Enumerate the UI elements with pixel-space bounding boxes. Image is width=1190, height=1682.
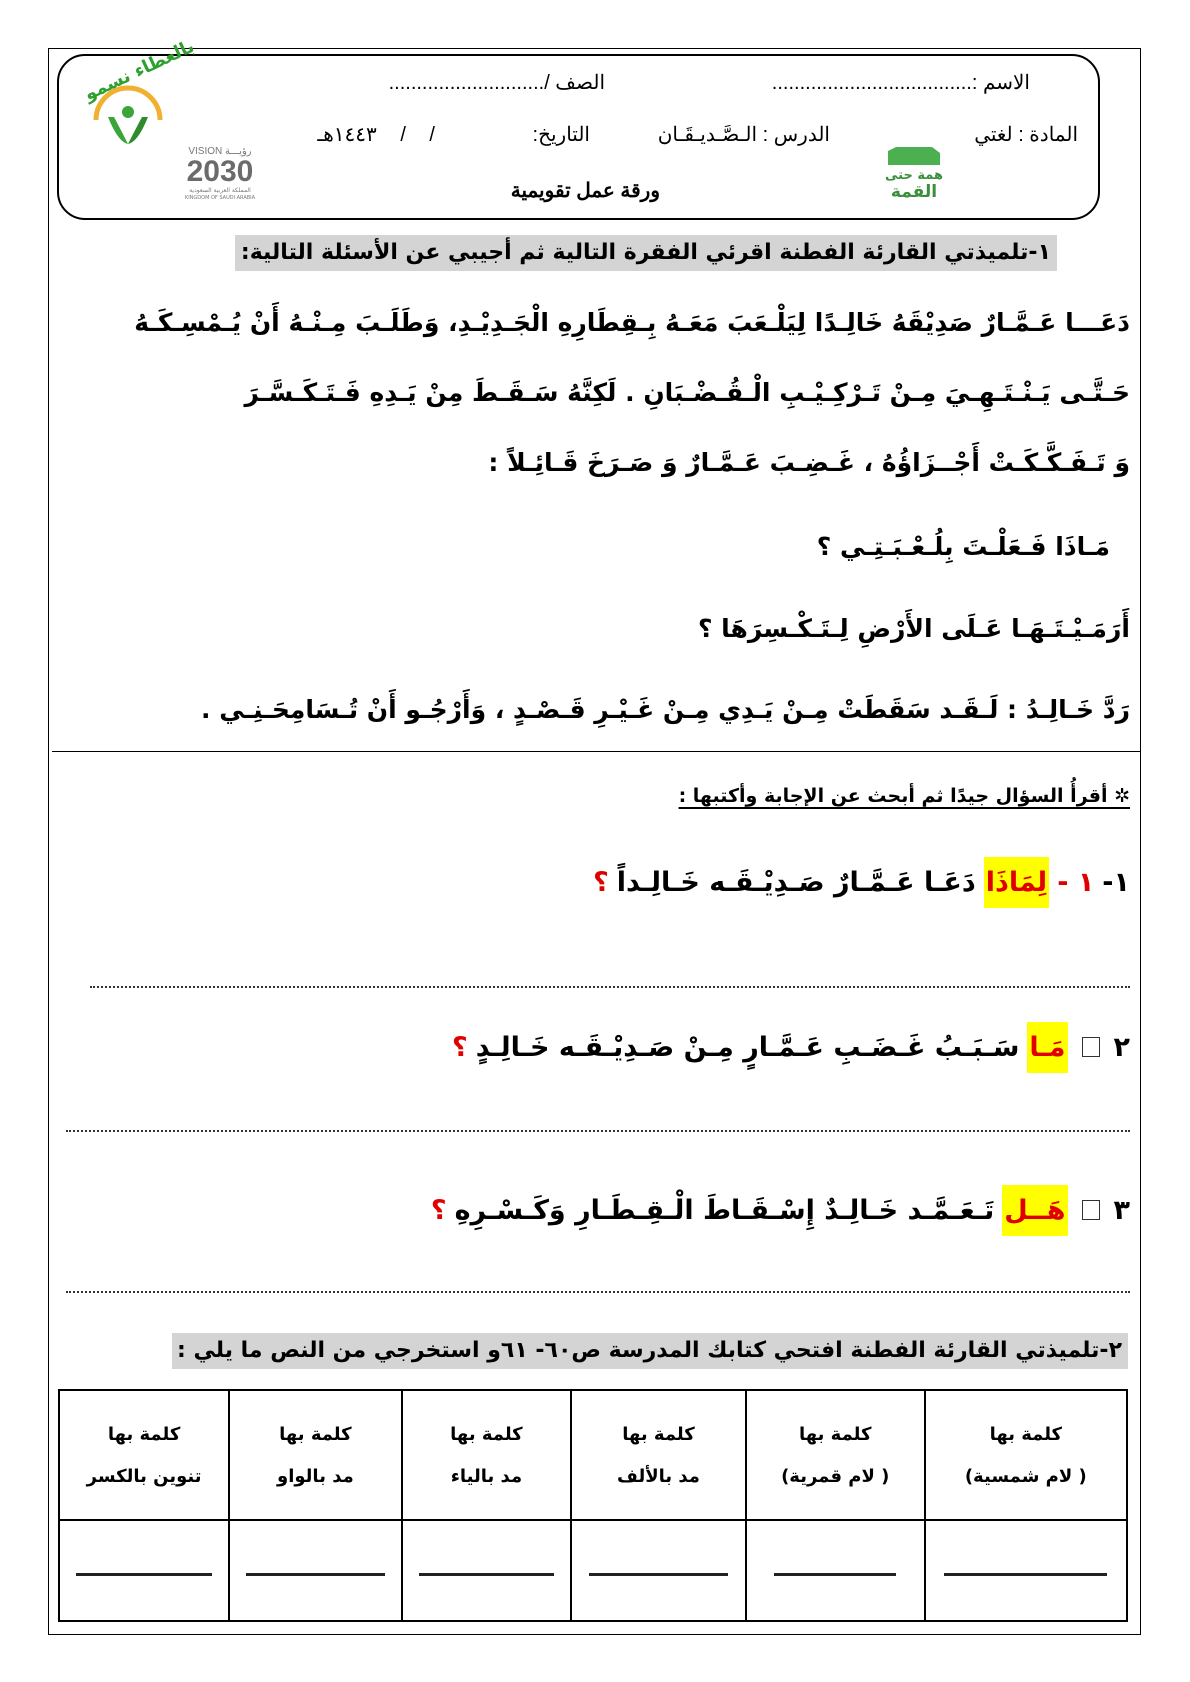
instruction-text: ✲ أقرأُ السؤال جيدًا ثم أبحث عن الإجابة وأكتبها : bbox=[678, 785, 1130, 807]
checkbox-icon[interactable] bbox=[1082, 1200, 1100, 1220]
class-label: الصف / bbox=[544, 72, 605, 94]
answer-underline bbox=[76, 1573, 212, 1576]
question-1-number: ١- bbox=[1102, 866, 1130, 898]
date-value[interactable]: / / ١٤٤٣هـ bbox=[317, 124, 435, 146]
paragraph-line-3: وَ تَـفَـكَّـكَـتْ أَجْــزَاؤُهُ ، غَـضِـبَ عَـمَّـارٌ وَ صَـرَخَ قَـائِـلاً : bbox=[488, 448, 1130, 477]
answer-cell[interactable] bbox=[571, 1520, 746, 1621]
question-3-text: تَـعَـمَّـد خَـالِـدٌ إِسْـقَـاطَ الْـقِـطَـارِ وَكَـسْـرِهِ bbox=[454, 1194, 995, 1226]
kingdom-ar: المملكة العربية السعودية bbox=[189, 187, 251, 194]
answer-cell[interactable] bbox=[925, 1520, 1127, 1621]
section2-heading: ٢-تلميذتي القارئة الفطنة افتحي كتابك المدرسة ص٦٠- ٦١و استخرجي من النص ما يلي : bbox=[172, 1333, 1128, 1369]
answer-line-1[interactable] bbox=[90, 986, 1130, 988]
question-2-mark: ؟ bbox=[452, 1031, 468, 1063]
lesson-value: الـصَّـديـقَـان bbox=[657, 124, 758, 146]
vision-text: VISION bbox=[188, 146, 223, 157]
table-answer-row bbox=[59, 1520, 1127, 1621]
answer-line-3[interactable] bbox=[66, 1291, 1130, 1293]
kingdom-en: KINGDOM OF SAUDI ARABIA bbox=[184, 195, 256, 201]
section1-heading: ١-تلميذتي القارئة الفطنة اقرئي الفقرة التالية ثم أجيبي عن الأسئلة التالية: bbox=[235, 235, 1057, 271]
name-dots: .................................... bbox=[771, 72, 972, 94]
atta-logo-icon bbox=[78, 35, 198, 152]
answer-underline bbox=[589, 1573, 729, 1576]
table-header-cell: كلمة بها ( لام قمرية) bbox=[746, 1390, 925, 1520]
lesson-field bbox=[658, 122, 830, 147]
atta-logo-text: بالعطاء نسمو bbox=[81, 35, 198, 106]
worksheet-title: ورقة عمل تقويمية bbox=[510, 180, 660, 202]
paragraph-line-2: حَـتَّـى يَـنْـتَـهِـيَ مِـنْ تَـرْكِـيْـبِ الْـقُـضْـبَانِ . لَكِنَّهُ سَـقَـطَ مِنْ يَـدِهِ فَـتَـكَـسَّـرَ bbox=[244, 378, 1130, 407]
question-3-number: ٣ bbox=[1113, 1194, 1130, 1226]
answer-underline bbox=[419, 1573, 555, 1576]
question-2-keyword: مَـا bbox=[1027, 1022, 1067, 1073]
paragraph-line-4: مَـاذَا فَـعَلْـتَ بِلُـعْـبَـتِـي ؟ bbox=[816, 532, 1110, 561]
question-3-keyword: هَــل bbox=[1002, 1185, 1067, 1236]
himma-line2: القمة bbox=[890, 182, 938, 202]
answer-underline bbox=[944, 1573, 1107, 1576]
question-2-number: ٢ bbox=[1113, 1031, 1130, 1063]
vision-2030-logo-icon bbox=[180, 146, 260, 216]
question-1 bbox=[593, 852, 1130, 912]
name-field[interactable] bbox=[772, 70, 1030, 95]
subject-label: المادة : لغتي bbox=[974, 124, 1078, 146]
lesson-label: الدرس : bbox=[762, 124, 830, 146]
paragraph-line-6: رَدَّ خَـالِـدُ : لَـقَـد سَقَطَتْ مِـنْ يَـدِي مِـنْ غَـيْـرِ قَـصْـدٍ ، وَأَرْجُـو أَنْ تُـسَامِحَـنِـي . bbox=[201, 695, 1130, 724]
words-table bbox=[58, 1389, 1128, 1622]
question-2 bbox=[452, 1012, 1130, 1082]
table-header-cell: كلمة بها تنوين بالكسر bbox=[59, 1390, 229, 1520]
vision-year: 2030 bbox=[186, 155, 254, 188]
checkbox-icon[interactable] bbox=[1082, 1037, 1100, 1057]
question-3-mark: ؟ bbox=[430, 1194, 447, 1226]
class-field[interactable] bbox=[389, 70, 605, 95]
table-header-row bbox=[59, 1390, 1127, 1520]
question-1-sub: ١ - bbox=[1057, 866, 1095, 898]
answer-cell[interactable] bbox=[59, 1520, 229, 1621]
table-header-cell: كلمة بها مد بالألف bbox=[571, 1390, 746, 1520]
class-dots: ............................ bbox=[388, 72, 545, 94]
table-header-cell: كلمة بها مد بالواو bbox=[229, 1390, 402, 1520]
paragraph-line-1: دَعَـــا عَـمَّـارٌ صَدِيْقَهُ خَالِـدًا لِيَلْـعَبَ مَعَـهُ بِـقِطَارِهِ الْجَـدِيْـدِ، وَطَلَـبَ مِـنْـهُ أَنْ يُـمْسِـكَـهُ bbox=[134, 308, 1130, 337]
section-divider bbox=[52, 751, 1140, 752]
paragraph-line-5: أَرَمَـيْـتَـهَـا عَـلَى الأَرْضِ لِـتَـكْـسِرَهَا ؟ bbox=[697, 614, 1130, 643]
table-header-cell: كلمة بها مد بالياء bbox=[402, 1390, 571, 1520]
question-2-text: سَـبَـبُ غَـضَـبِ عَـمَّـارٍ مِـنْ صَـدِيْـقَـه خَـالِـدٍ bbox=[475, 1031, 1020, 1063]
answer-cell[interactable] bbox=[229, 1520, 402, 1621]
answer-underline bbox=[246, 1573, 384, 1576]
answer-cell[interactable] bbox=[746, 1520, 925, 1621]
question-1-mark: ؟ bbox=[593, 866, 609, 898]
date-label: التاريخ: bbox=[532, 124, 590, 146]
vision-ar-text: رؤيـــة bbox=[225, 146, 252, 157]
answer-line-2[interactable] bbox=[66, 1130, 1130, 1132]
question-3 bbox=[431, 1175, 1130, 1245]
table-header-cell: كلمة بها ( لام شمسية) bbox=[925, 1390, 1127, 1520]
answer-cell[interactable] bbox=[402, 1520, 571, 1621]
himma-logo-icon bbox=[884, 145, 944, 207]
question-1-text: دَعَـا عَـمَّـارٌ صَـدِيْـقَـه خَـالِـداً bbox=[616, 866, 976, 898]
answer-underline bbox=[774, 1573, 896, 1576]
himma-line1: همة حتى bbox=[885, 168, 943, 183]
name-label: الاسم : bbox=[971, 72, 1030, 94]
question-1-keyword: لِمَاذَا bbox=[984, 857, 1050, 908]
